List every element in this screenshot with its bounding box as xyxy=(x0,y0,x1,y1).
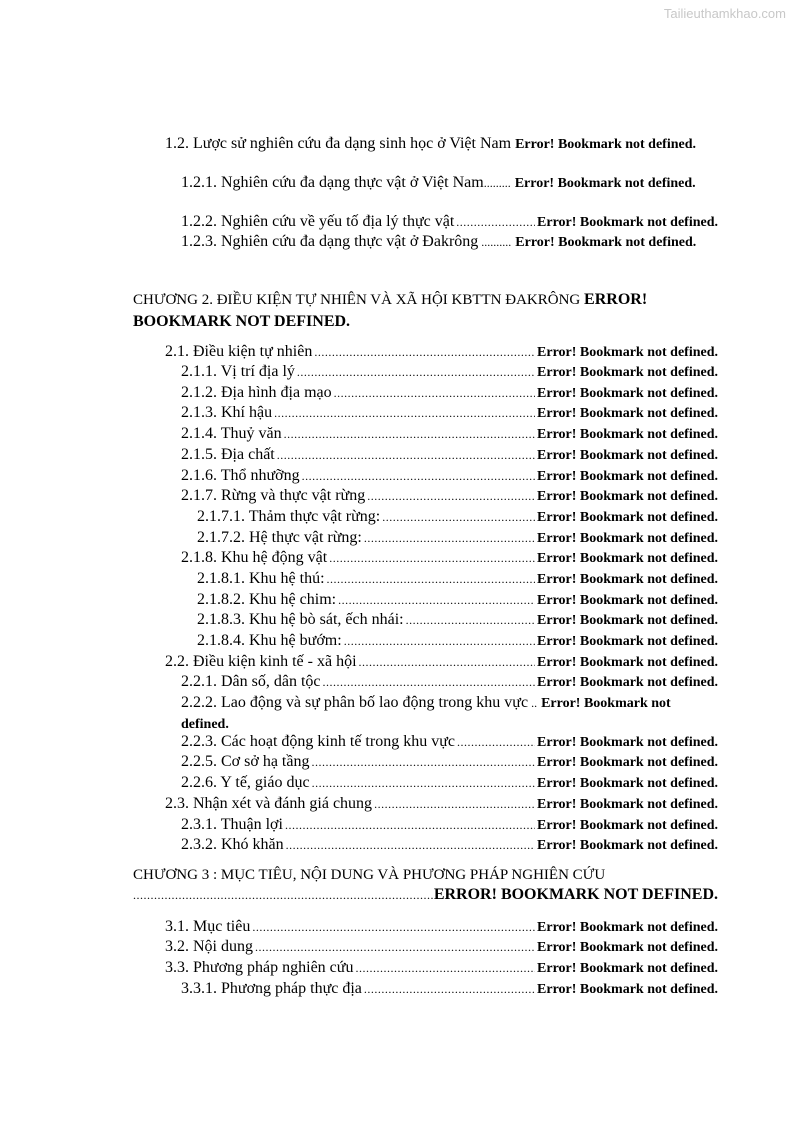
toc-entry-title: 3.3.1. Phương pháp thực địa xyxy=(181,980,362,997)
toc-entry-title: 2.2.5. Cơ sở hạ tầng xyxy=(181,753,310,770)
error-text: Error! Bookmark not defined. xyxy=(537,613,718,628)
toc-entry-title: 3.2. Nội dung xyxy=(165,938,253,955)
toc-entry-2-2-5[interactable] xyxy=(181,752,718,772)
dot-leader xyxy=(255,937,535,957)
toc-entry-title: 2.2.3. Các hoạt động kinh tế trong khu vực xyxy=(181,733,455,750)
toc-entry-2-2-6[interactable] xyxy=(181,773,718,793)
toc-entry-title: 1.2.3. Nghiên cứu đa dạng thực vật ở Đakrông xyxy=(181,233,479,250)
error-text: Error! Bookmark not defined. xyxy=(537,531,718,546)
error-text: Error! Bookmark not defined. xyxy=(537,345,718,360)
error-text: Error! Bookmark not defined. xyxy=(537,755,718,770)
toc-entry-1-2-3[interactable]: 1.2.3. Nghiên cứu đa dạng thực vật ở Đakrông .......... Error! Bookmark not defined. xyxy=(181,233,697,250)
dot-leader xyxy=(314,342,535,362)
toc-entry-title: 2.2.6. Y tế, giáo dục xyxy=(181,774,310,791)
toc-entry-2-1-8[interactable] xyxy=(181,548,718,568)
error-text: ERROR! BOOKMARK NOT DEFINED. xyxy=(433,886,718,903)
toc-entry-1-2-1[interactable]: 1.2.1. Nghiên cứu đa dạng thực vật ở Việt Nam......... Error! Bookmark not defined. xyxy=(181,174,696,191)
error-text: Error! Bookmark not defined. xyxy=(537,406,718,421)
toc-entry-2-1-4[interactable] xyxy=(181,424,718,444)
error-text: Error! Bookmark not defined. xyxy=(537,593,718,608)
error-text: Error! Bookmark not defined. xyxy=(537,365,718,380)
error-text: Error! Bookmark not defined. xyxy=(537,940,718,955)
toc-entry-2-1-7[interactable] xyxy=(181,486,718,506)
toc-entry-2-2-3[interactable] xyxy=(181,732,718,752)
dot-leader xyxy=(133,888,434,903)
dot-leader xyxy=(286,835,535,855)
toc-entry-2-1-2[interactable] xyxy=(181,383,718,403)
toc-entry-2-1-8-1[interactable] xyxy=(197,569,718,589)
dot-leader xyxy=(311,752,535,772)
dot-leader xyxy=(312,773,535,793)
toc-entry-2-3-1[interactable] xyxy=(181,815,718,835)
dot-leader xyxy=(284,424,535,444)
dot-leader xyxy=(285,815,535,835)
toc-entry-2-1-8-4[interactable] xyxy=(197,631,718,651)
dot-leader xyxy=(344,631,535,651)
toc-entry-title: 2.1.8.2. Khu hệ chim: xyxy=(197,591,337,608)
error-text: Error! Bookmark not defined. xyxy=(537,510,718,525)
toc-entry-2-2-1[interactable] xyxy=(181,672,718,692)
error-text: Error! Bookmark not defined. xyxy=(537,982,718,997)
error-text: Error! Bookmark not defined. xyxy=(537,920,718,935)
toc-entry-title: 2.1.8. Khu hệ động vật xyxy=(181,549,328,566)
toc-entry-title: 2.1.7.1. Thảm thực vật rừng: xyxy=(197,508,381,525)
error-text: Error! Bookmark not defined. xyxy=(514,176,696,191)
toc-entry-title: 2.2.2. Lao động và sự phân bố lao động trong khu vực xyxy=(181,694,529,711)
toc-entry-title: 2.2. Điều kiện kinh tế - xã hội xyxy=(165,653,357,670)
toc-entry-3-3-1[interactable] xyxy=(181,979,718,999)
toc-entry-title: 1.2.2. Nghiên cứu về yếu tố địa lý thực vật xyxy=(181,213,455,230)
toc-entry-2-1-3[interactable] xyxy=(181,403,718,423)
toc-entry-title: 2.3. Nhận xét và đánh giá chung xyxy=(165,795,373,812)
watermark: Tailieuthamkhao.com xyxy=(663,6,786,21)
error-text: Error! Bookmark not defined. xyxy=(537,634,718,649)
chapter-title: CHƯƠNG 2. ĐIỀU KIỆN TỰ NHIÊN VÀ XÃ HỘI KBTTN ĐAKRÔNG xyxy=(133,292,581,308)
dot-leader xyxy=(359,652,536,672)
error-text: Error! Bookmark not defined. xyxy=(537,427,718,442)
error-text: Error! Bookmark not defined. xyxy=(537,961,718,976)
dot-leader xyxy=(367,486,535,506)
toc-entry-2-1[interactable] xyxy=(165,342,718,362)
error-text: Error! Bookmark not defined. xyxy=(537,675,718,690)
toc-entry-title: 3.1. Mục tiêu xyxy=(165,918,251,935)
toc-entry-2-1-8-3[interactable] xyxy=(197,610,718,630)
error-text: Error! Bookmark not defined. xyxy=(515,235,697,250)
dot-leader xyxy=(297,362,535,382)
toc-entry-title: 2.1.7. Rừng và thực vật rừng xyxy=(181,487,366,504)
toc-entry-title: 2.1.6. Thổ nhưỡng xyxy=(181,467,300,484)
error-text: Error! Bookmark not defined. xyxy=(537,776,718,791)
dot-leader xyxy=(457,732,535,752)
toc-entry-1-2-2[interactable] xyxy=(181,212,718,232)
dot-leader xyxy=(355,958,535,978)
toc-entry-1-2[interactable] xyxy=(165,134,718,155)
error-text: Error! Bookmark not defined. xyxy=(537,386,718,401)
toc-entry-2-2-2[interactable]: 2.2.2. Lao động và sự phân bố lao động trong khu vực .. Error! Bookmark not defined. xyxy=(181,694,671,732)
toc-chapter-3[interactable] xyxy=(133,864,718,886)
toc-entry-title: 2.1.4. Thuỷ văn xyxy=(181,425,282,442)
toc-entry-title: 1.2.1. Nghiên cứu đa dạng thực vật ở Việt Nam xyxy=(181,174,484,191)
error-text: Error! Bookmark not defined. xyxy=(537,655,718,670)
toc-entry-3-3[interactable] xyxy=(165,958,718,978)
toc-entry-2-1-6[interactable] xyxy=(181,466,718,486)
dot-leader xyxy=(456,212,535,232)
dot-leader xyxy=(382,507,535,527)
error-text: Error! Bookmark not defined. xyxy=(537,215,718,230)
error-text: Error! Bookmark not defined. xyxy=(537,469,718,484)
toc-entry-title: 2.1.8.1. Khu hệ thú: xyxy=(197,570,325,587)
toc-entry-2-2[interactable] xyxy=(165,652,718,672)
dot-leader xyxy=(374,794,535,814)
dot-leader xyxy=(364,979,535,999)
toc-entry-2-1-8-2[interactable] xyxy=(197,590,718,610)
toc-entry-2-1-7-1[interactable] xyxy=(197,507,718,527)
toc-entry-2-1-1[interactable] xyxy=(181,362,718,382)
error-text: ERROR! BOOKMARK NOT DEFINED. xyxy=(133,291,648,330)
toc-entry-2-1-7-2[interactable] xyxy=(197,528,718,548)
toc-entry-2-3-2[interactable] xyxy=(181,835,718,855)
toc-entry-title: 2.1.8.3. Khu hệ bò sát, ếch nhái: xyxy=(197,611,404,628)
error-text: Error! Bookmark not defined. xyxy=(537,818,718,833)
error-text: Error! Bookmark not defined. xyxy=(537,448,718,463)
toc-entry-title: 2.1.8.4. Khu hệ bướm: xyxy=(197,632,342,649)
toc-entry-2-3[interactable] xyxy=(165,794,718,814)
toc-entry-2-1-5[interactable] xyxy=(181,445,718,465)
dot-leader xyxy=(323,672,536,692)
toc-entry-title: 2.1.1. Vị trí địa lý xyxy=(181,363,295,380)
dot-leader xyxy=(334,383,535,403)
error-text: Error! Bookmark not defined. xyxy=(537,572,718,587)
dot-leader xyxy=(274,403,535,423)
error-text: Error! Bookmark not defined. xyxy=(537,489,718,504)
toc-entry-title: 2.3.2. Khó khăn xyxy=(181,836,284,853)
error-text: Error! Bookmark not defined. xyxy=(537,797,718,812)
toc-chapter-3-leader[interactable] xyxy=(133,886,718,908)
dot-leader xyxy=(277,445,535,465)
toc-entry-title: 2.1.7.2. Hệ thực vật rừng: xyxy=(197,529,362,546)
error-text: Error! Bookmark not defined. xyxy=(181,696,671,732)
toc-entry-title: 2.1.5. Địa chất xyxy=(181,446,275,463)
dot-leader xyxy=(329,548,535,568)
error-text: Error! Bookmark not defined. xyxy=(515,137,697,152)
toc-entry-title: 2.1. Điều kiện tự nhiên xyxy=(165,343,313,360)
toc-entry-title: 2.2.1. Dân số, dân tộc xyxy=(181,673,321,690)
toc-entry-title: 2.1.3. Khí hậu xyxy=(181,404,273,421)
dot-leader xyxy=(302,466,535,486)
toc-entry-title: 3.3. Phương pháp nghiên cứu xyxy=(165,959,354,976)
dot-leader xyxy=(406,610,535,630)
chapter-title: CHƯƠNG 3 : MỤC TIÊU, NỘI DUNG VÀ PHƯƠNG PHÁP NGHIÊN CỨU xyxy=(133,867,606,883)
error-text: Error! Bookmark not defined. xyxy=(537,551,718,566)
dot-leader xyxy=(338,590,535,610)
dot-leader xyxy=(364,528,535,548)
toc-entry-title: 2.3.1. Thuận lợi xyxy=(181,816,283,833)
dot-leader xyxy=(252,917,535,937)
error-text: Error! Bookmark not defined. xyxy=(537,735,718,750)
toc-chapter-2[interactable] xyxy=(133,289,718,333)
toc-entry-3-1[interactable] xyxy=(165,917,718,937)
toc-entry-title: 2.1.2. Địa hình địa mạo xyxy=(181,384,332,401)
toc-entry-3-2[interactable] xyxy=(165,937,718,957)
dot-leader xyxy=(327,569,535,589)
error-text: Error! Bookmark not defined. xyxy=(537,838,718,853)
toc-entry-title: 1.2. Lược sử nghiên cứu đa dạng sinh học ở Việt Nam xyxy=(165,135,512,152)
